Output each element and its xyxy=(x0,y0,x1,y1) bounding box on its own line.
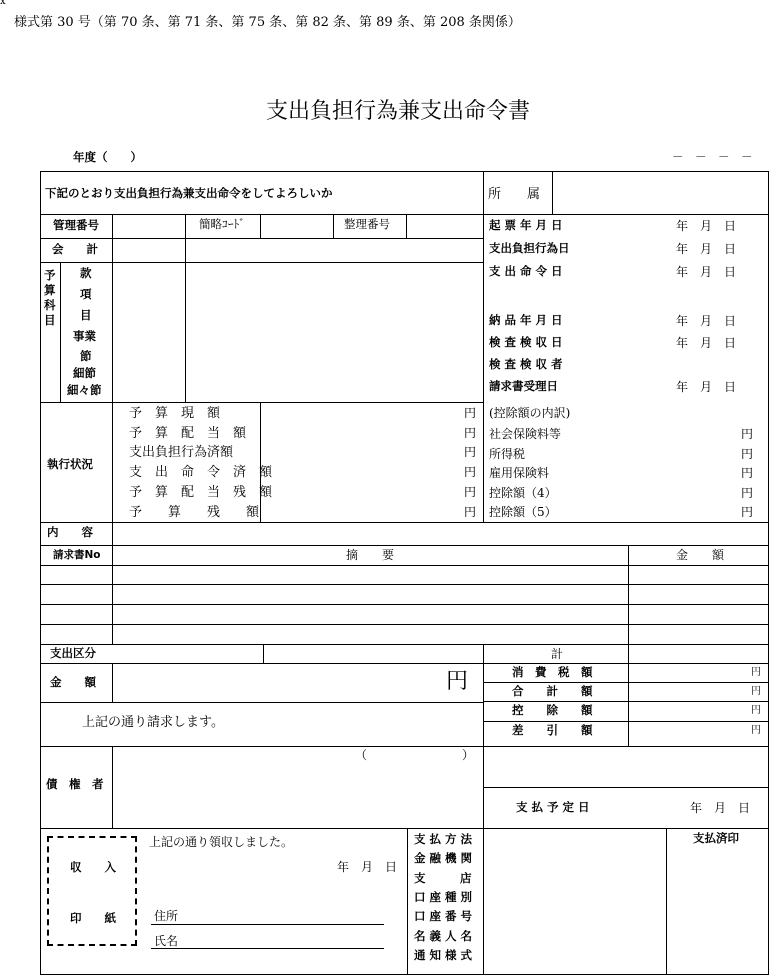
paid-stamp-label: 支払済印 xyxy=(693,831,739,845)
yen-unit: 円 xyxy=(741,486,754,500)
deduction-row: 雇用保険料 xyxy=(489,466,550,480)
yen-unit: 円 xyxy=(751,686,761,697)
budget-subject-label: 予算科目 xyxy=(44,268,56,327)
deduction-row: 控除額（5） xyxy=(489,505,557,519)
budget-item: 項 xyxy=(80,287,92,301)
affiliation-label: 所 属 xyxy=(488,187,541,202)
yen-unit: 円 xyxy=(464,485,477,499)
yen-unit: 円 xyxy=(464,505,477,519)
yen-unit: 円 xyxy=(741,427,754,441)
request-text: 下記のとおり支出負担行為兼支出命令をしてよろしいか xyxy=(45,186,333,200)
payment-field: 通 知 様 式 xyxy=(414,948,473,962)
name-label: 氏名 xyxy=(154,934,179,948)
receipt-date: 年 月 日 xyxy=(337,860,398,874)
execution-row: 予 算 残 額 xyxy=(129,505,260,520)
document-number: － － － － xyxy=(672,150,753,164)
payment-field: 口 座 番 号 xyxy=(414,909,473,923)
paren-open: （ xyxy=(355,748,368,762)
yen-unit: 円 xyxy=(464,465,477,479)
payment-field: 名 義 人 名 xyxy=(414,929,473,943)
yen-unit: 円 xyxy=(464,426,477,440)
invoice-no-label: 請求書No xyxy=(53,549,101,561)
execution-row: 支出負担行為済額 xyxy=(129,445,234,460)
payment-field: 支 店 xyxy=(414,871,472,885)
tax-row: 消 費 税 額 xyxy=(512,665,593,679)
budget-item: 細々節 xyxy=(67,383,102,397)
tax-row: 差 引 額 xyxy=(512,723,593,737)
page-title: 支出負担行為兼支出命令書 xyxy=(266,99,531,124)
date-label: 起 票 年 月 日 xyxy=(489,218,563,232)
receipt-text: 上記の通り領収しました。 xyxy=(149,835,294,849)
yen-unit: 円 xyxy=(464,406,477,420)
date-label: 支 出 命 令 日 xyxy=(489,264,563,278)
date-value: 年 月 日 xyxy=(676,265,737,279)
sort-no-label: 整理番号 xyxy=(344,217,390,231)
deduction-row: 所得税 xyxy=(489,447,526,461)
date-value: 年 月 日 xyxy=(676,219,737,233)
yen-unit: 円 xyxy=(741,505,754,519)
name-line xyxy=(151,948,384,949)
paren-close: ） xyxy=(462,748,475,762)
payment-field: 支 払 方 法 xyxy=(414,832,473,846)
form-reference: 様式第 30 号（第 70 条、第 71 条、第 75 条、第 82 条、第 89 条、第 208 条関係） xyxy=(14,15,521,30)
stamp-line: 収 入 xyxy=(70,860,116,874)
revenue-stamp-box xyxy=(47,836,137,946)
address-label: 住所 xyxy=(154,909,179,923)
contents-label: 内 容 xyxy=(47,525,93,539)
execution-row: 支 出 命 令 済 額 xyxy=(129,465,273,480)
abbrev-code-label: 簡略ｺｰﾄﾞ xyxy=(199,217,245,231)
creditor-label: 債 権 者 xyxy=(46,777,104,791)
corner-mark: x xyxy=(0,0,6,7)
payment-field: 口 座 種 別 xyxy=(414,890,473,904)
amount-label: 金 額 xyxy=(50,675,96,689)
execution-row: 予 算 現 額 xyxy=(129,406,221,421)
date-value: 年 月 日 xyxy=(676,314,737,328)
payment-field: 金 融 機 関 xyxy=(414,851,473,865)
deduction-row: 控除額（4） xyxy=(489,486,557,500)
date-value: 年 月 日 xyxy=(676,380,737,394)
total-label: 計 xyxy=(551,647,564,661)
accounting-label: 会 計 xyxy=(52,242,98,256)
execution-row: 予 算 配 当 残 額 xyxy=(129,485,273,500)
tax-row: 控 除 額 xyxy=(512,703,593,717)
management-no-label: 管理番号 xyxy=(53,218,99,232)
date-label: 検 査 検 収 者 xyxy=(489,357,563,371)
yen-unit: 円 xyxy=(751,667,761,678)
fiscal-year-label: 年度（ ） xyxy=(73,150,142,164)
budget-item: 事業 xyxy=(73,329,96,343)
payment-schedule-label: 支 払 予 定 日 xyxy=(516,800,590,814)
address-line xyxy=(151,924,384,925)
payment-schedule-value: 年 月 日 xyxy=(690,801,751,815)
date-label: 支出負担行為日 xyxy=(489,241,570,255)
execution-status-label: 執行状況 xyxy=(47,457,93,471)
yen-unit: 円 xyxy=(751,705,761,716)
date-label: 納 品 年 月 日 xyxy=(489,313,563,327)
date-value: 年 月 日 xyxy=(676,336,737,350)
tax-row: 合 計 額 xyxy=(512,684,593,698)
yen-unit: 円 xyxy=(751,725,761,736)
yen-unit: 円 xyxy=(741,447,754,461)
budget-item: 節 xyxy=(80,349,92,363)
deduction-row: 社会保険料等 xyxy=(489,427,562,441)
execution-row: 予 算 配 当 額 xyxy=(129,426,247,441)
claim-text: 上記の通り請求します。 xyxy=(82,715,224,730)
budget-item: 款 xyxy=(80,266,92,280)
yen-unit: 円 xyxy=(464,445,477,459)
amount-yen: 円 xyxy=(446,669,469,694)
date-value: 年 月 日 xyxy=(676,242,737,256)
budget-item: 細節 xyxy=(73,366,96,380)
amount-header: 金 額 xyxy=(676,548,725,562)
stamp-line: 印 紙 xyxy=(70,911,116,925)
summary-label: 摘 要 xyxy=(346,548,395,562)
budget-item: 目 xyxy=(80,308,92,322)
yen-unit: 円 xyxy=(741,466,754,480)
deduction-header: (控除額の内訳) xyxy=(489,406,571,420)
payment-category-label: 支出区分 xyxy=(50,646,96,660)
date-label: 検 査 検 収 日 xyxy=(489,335,563,349)
date-label: 請求書受理日 xyxy=(489,379,558,393)
